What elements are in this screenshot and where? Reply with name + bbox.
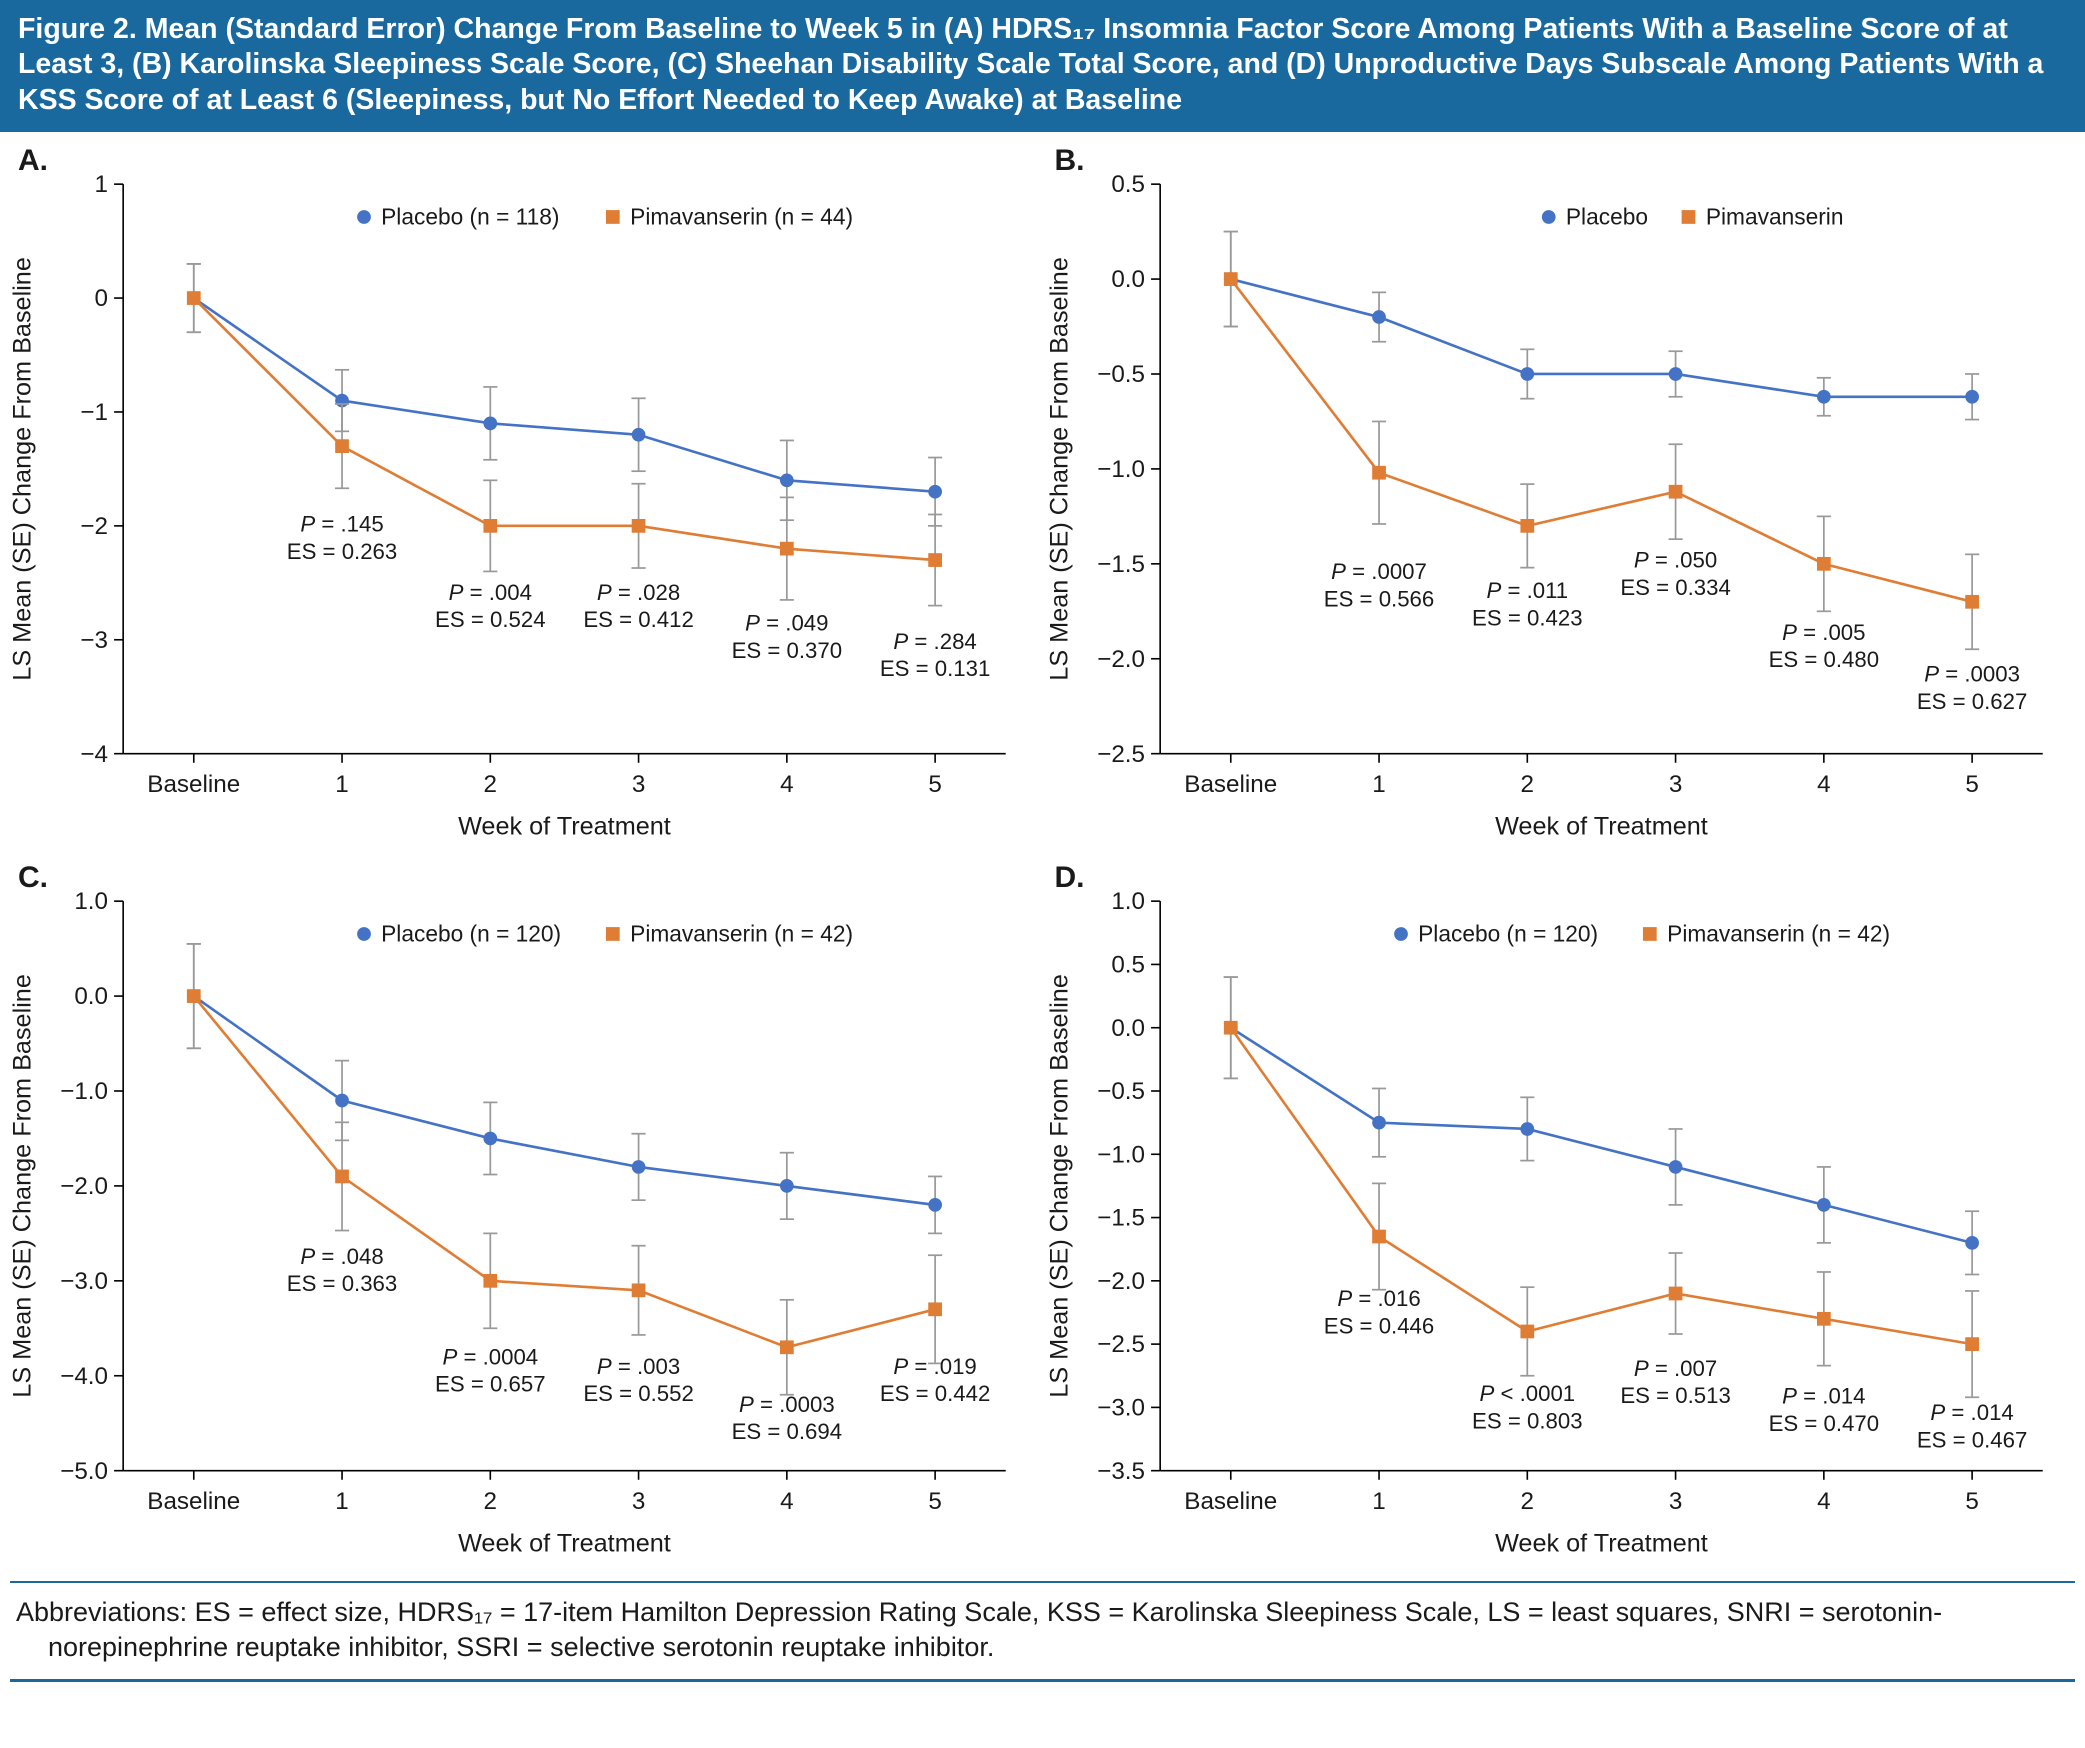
effect-size-label: ES = 0.470 [1768,1410,1879,1436]
placebo-series [187,944,942,1234]
data-point-circle [1816,390,1830,404]
p-value-label: P = .0003 [739,1391,835,1417]
effect-size-label: ES = 0.334 [1619,574,1731,600]
legend-marker-square [606,210,620,224]
panel-c-label: C. [18,860,48,894]
y-tick-label: −0.5 [1096,361,1145,389]
x-tick-label: 1 [1371,1487,1386,1515]
data-point-square [335,1169,349,1183]
x-tick-label: 2 [1520,771,1534,799]
x-tick-label: 4 [1816,771,1831,799]
legend-marker-circle [1394,927,1408,941]
effect-size-label: ES = 0.442 [879,1380,991,1406]
y-axis-title: LS Mean (SE) Change From Baseline [1044,257,1073,681]
panel-a [4,138,1041,855]
legend [357,920,853,946]
y-tick-label: −1.0 [1096,455,1145,483]
y-tick-label: −2.5 [1096,740,1145,768]
chart-svg-d [1041,885,2071,1572]
data-point-square [928,1302,942,1316]
x-tick-label: 2 [1520,1487,1534,1515]
legend-marker-circle [357,927,371,941]
data-point-circle [483,1131,497,1145]
y-tick-label: −1.0 [60,1077,109,1105]
x-tick-label: 1 [1371,771,1386,799]
axes [1097,171,2043,798]
data-point-circle [1965,390,1979,404]
legend-label: Pimavanserin (n = 42) [1666,920,1890,947]
y-tick-label: −5.0 [60,1457,109,1485]
legend-label: Pimavanserin (n = 42) [630,920,854,947]
data-point-circle [780,1179,794,1193]
data-point-circle [1965,1236,1979,1250]
x-tick-label: 1 [335,1487,349,1515]
figure-title-bar [0,0,2085,132]
abbreviations-footer [10,1581,2075,1682]
data-point-square [1520,519,1534,533]
y-tick-label: 0.5 [1110,951,1145,979]
panel-d-label: D. [1054,860,1085,894]
data-point-square [780,1340,794,1354]
p-value-label: P = .048 [300,1243,384,1269]
x-tick-label: 5 [1964,1487,1979,1515]
y-tick-label: 1.0 [74,887,109,915]
data-point-circle [632,1160,646,1174]
data-point-circle [1668,1160,1682,1174]
data-point-square [1668,1286,1682,1300]
p-value-label: P < .0001 [1478,1380,1575,1406]
p-value-label: P = .0004 [442,1344,539,1370]
y-tick-label: −3 [80,626,109,654]
data-point-square [1372,1229,1386,1243]
data-point-square [1223,272,1237,286]
x-tick-label: 2 [483,771,498,799]
y-tick-label: −1 [80,399,109,427]
chart-b-canvas [1041,168,2071,855]
effect-size-label: ES = 0.657 [435,1371,546,1397]
x-tick-label: 5 [1964,771,1979,799]
chart-d-canvas [1041,885,2071,1572]
x-axis-title: Week of Treatment [1494,812,1708,841]
y-tick-label: −1.0 [1096,1140,1145,1168]
p-value-label: P = .284 [893,628,977,654]
y-tick-label: 0 [94,285,109,313]
x-tick-label: 5 [928,1487,942,1515]
chart-svg-a [4,168,1034,855]
data-point-circle [1372,310,1386,324]
x-tick-label: 4 [1816,1487,1831,1515]
p-value-label: P = .016 [1336,1285,1421,1311]
annotations [1323,548,2027,714]
x-tick-label: Baseline [1183,1487,1277,1515]
data-point-circle [928,1198,942,1212]
x-tick-label: 2 [483,1487,498,1515]
p-value-label: P = .0007 [1330,559,1427,585]
placebo-line [194,996,935,1205]
data-point-square [1668,485,1682,499]
data-point-circle [1816,1198,1830,1212]
panel-b [1041,138,2078,855]
data-point-square [632,1283,646,1297]
x-tick-label: Baseline [1183,771,1277,799]
data-point-square [1223,1020,1237,1034]
legend-marker-circle [357,210,371,224]
y-tick-label: 0.5 [1110,171,1145,199]
data-point-square [187,291,201,305]
y-tick-label: −3.5 [1096,1457,1145,1485]
axes [80,171,1005,798]
effect-size-label: ES = 0.446 [1323,1313,1434,1339]
panel-a-label: A. [18,143,48,177]
pimavanserin-series [187,944,942,1395]
x-axis-title: Week of Treatment [458,1529,671,1558]
x-tick-label: 3 [631,771,646,799]
p-value-label: P = .005 [1781,619,1866,645]
figure-title: Figure 2. Mean (Standard Error) Change From Baseline to Week 5 in (A) HDRS₁₇ Insomnia Factor Score Among Patients With a Baseline Score of at Least 3, (B) Karolinska Sleepiness Scale Score, (C) Sheehan Disability Scale Total Score, and (D) Unproductive Days Subscale Among Patients With a KSS Score of at Least 6 (Sleepiness, but No Effort Needed to Keep Awake) at Baseline [18,13,2044,116]
effect-size-label: ES = 0.131 [879,656,991,682]
p-value-label: P = .145 [300,511,384,537]
x-tick-label: 3 [1668,1487,1682,1515]
data-point-square [483,1274,497,1288]
placebo-series [1223,977,1978,1274]
effect-size-label: ES = 0.363 [286,1270,398,1296]
y-tick-label: 0.0 [1110,1014,1145,1042]
data-point-circle [1668,367,1682,381]
data-point-square [1816,1312,1830,1326]
data-point-circle [928,485,942,499]
data-point-square [1372,466,1386,480]
p-value-label: P = .007 [1633,1355,1717,1381]
y-tick-label: −4.0 [60,1362,109,1390]
chart-svg-b [1041,168,2071,855]
effect-size-label: ES = 0.467 [1916,1426,2027,1452]
effect-size-label: ES = 0.552 [583,1380,694,1406]
x-axis-title: Week of Treatment [458,812,671,841]
legend-label: Pimavanserin [1705,203,1843,230]
x-tick-label: Baseline [147,1487,241,1515]
x-tick-label: 4 [780,1487,794,1515]
legend-label: Placebo (n = 118) [381,203,560,230]
y-tick-label: −2.0 [1096,1267,1145,1295]
x-tick-label: Baseline [147,771,241,799]
y-axis-title: LS Mean (SE) Change From Baseline [8,257,37,681]
placebo-line [1230,1027,1971,1242]
effect-size-label: ES = 0.412 [583,607,694,633]
effect-size-label: ES = 0.524 [435,607,546,633]
legend-marker-circle [1541,210,1555,224]
effect-size-label: ES = 0.566 [1323,586,1434,612]
data-point-circle [483,416,497,430]
y-tick-label: −3.0 [60,1267,109,1295]
y-tick-label: −0.5 [1096,1077,1145,1105]
y-tick-label: −2.0 [1096,645,1145,673]
data-point-square [1965,595,1979,609]
y-tick-label: −1.5 [1096,550,1145,578]
panel-d [1041,855,2078,1572]
legend-marker-square [1681,210,1695,224]
p-value-label: P = .019 [893,1353,977,1379]
legend-marker-square [606,927,620,941]
panel-b-label: B. [1054,143,1085,177]
p-value-label: P = .011 [1485,577,1568,603]
axes [60,888,1006,1515]
y-tick-label: −3.0 [1096,1394,1145,1422]
y-tick-label: −2.5 [1096,1330,1145,1358]
chart-svg-c [4,885,1034,1572]
p-value-label: P = .028 [596,579,681,605]
data-point-circle [1372,1115,1386,1129]
x-tick-label: 4 [780,771,794,799]
p-value-label: P = .004 [448,579,532,605]
data-point-square [187,989,201,1003]
y-tick-label: −2.0 [60,1172,109,1200]
y-tick-label: 0.0 [74,982,109,1010]
data-point-square [1816,557,1830,571]
data-point-square [632,519,646,533]
legend [357,204,853,230]
x-tick-label: 3 [631,1487,646,1515]
p-value-label: P = .014 [1929,1399,2014,1425]
placebo-series [187,264,942,526]
legend-label: Placebo [1565,203,1648,230]
effect-size-label: ES = 0.263 [286,538,398,564]
p-value-label: P = .050 [1633,547,1717,573]
data-point-square [1520,1324,1534,1338]
pimavanserin-line [1230,279,1971,602]
data-point-circle [335,1093,349,1107]
y-tick-label: 0.0 [1110,266,1145,294]
data-point-square [335,439,349,453]
x-tick-label: 5 [928,771,942,799]
p-value-label: P = .0003 [1923,661,2020,687]
effect-size-label: ES = 0.370 [731,637,843,663]
y-axis-title: LS Mean (SE) Change From Baseline [8,973,37,1398]
legend-label: Placebo (n = 120) [1417,920,1598,947]
y-tick-label: 1.0 [1110,887,1145,915]
legend [1541,204,1843,230]
effect-size-label: ES = 0.627 [1916,688,2027,714]
data-point-square [483,519,497,533]
panel-c [4,855,1041,1572]
x-tick-label: 1 [335,771,349,799]
p-value-label: P = .003 [596,1353,681,1379]
legend [1394,920,1890,946]
effect-size-label: ES = 0.803 [1471,1407,1583,1433]
effect-size-label: ES = 0.480 [1768,647,1879,673]
data-point-square [1965,1337,1979,1351]
effect-size-label: ES = 0.513 [1619,1382,1731,1408]
y-tick-label: −4 [80,740,109,768]
effect-size-label: ES = 0.694 [731,1418,843,1444]
x-tick-label: 3 [1668,771,1682,799]
effect-size-label: ES = 0.423 [1471,605,1583,631]
placebo-series [1223,232,1978,420]
charts-grid [0,132,2085,1571]
x-axis-title: Week of Treatment [1494,1529,1708,1558]
data-point-circle [1520,1122,1534,1136]
placebo-line [194,298,935,492]
legend-label: Pimavanserin (n = 44) [630,203,854,230]
abbreviations-text: Abbreviations: ES = effect size, HDRS₁₇ = 17-item Hamilton Depression Rating Scale, KSS = Karolinska Sleepiness Scale, LS = least squares, SNRI = serotonin-norepinephrine reuptake inhibitor, SSRI = selective serotonin reuptake inhibitor. [16,1597,1943,1663]
data-point-square [780,542,794,556]
legend-marker-square [1642,927,1656,941]
y-tick-label: 1 [94,171,109,199]
chart-a-canvas [4,168,1034,855]
chart-c-canvas [4,885,1034,1572]
y-tick-label: −1.5 [1096,1204,1145,1232]
y-tick-label: −2 [80,512,109,540]
y-axis-title: LS Mean (SE) Change From Baseline [1044,973,1073,1398]
p-value-label: P = .014 [1781,1383,1866,1409]
legend-label: Placebo (n = 120) [381,920,562,947]
p-value-label: P = .049 [745,610,829,636]
data-point-circle [1520,367,1534,381]
data-point-circle [780,473,794,487]
data-point-circle [632,428,646,442]
data-point-square [928,553,942,567]
placebo-line [1230,279,1971,397]
